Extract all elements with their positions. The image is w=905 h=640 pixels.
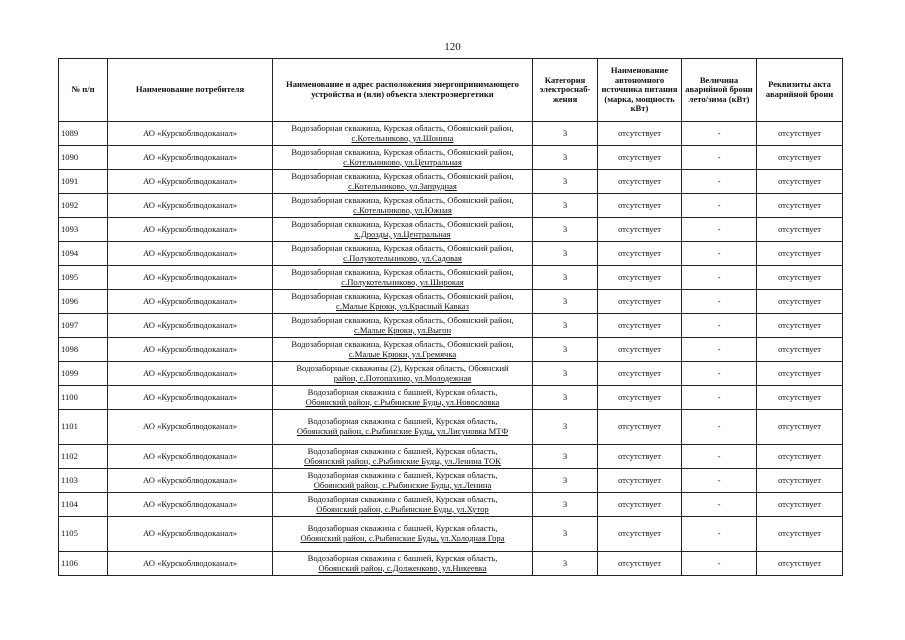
address-cell [273, 314, 533, 338]
address-line-1: Водозаборная скважина с башней, Курская область, [307, 552, 498, 563]
table-row [59, 469, 843, 493]
address-line-2: с.Малые Крюки, ул.Красный Кавказ [336, 300, 469, 311]
table-row [59, 194, 843, 218]
act-cell: отсутствует [757, 242, 843, 266]
source-cell: отсутствует [598, 410, 682, 445]
address-cell [273, 194, 533, 218]
table-row [59, 146, 843, 170]
reserve-cell: - [682, 242, 757, 266]
source-cell: отсутствует [598, 386, 682, 410]
category-cell: 3 [533, 445, 598, 469]
source-cell: отсутствует [598, 266, 682, 290]
row-number: 1091 [59, 170, 108, 194]
act-cell: отсутствует [757, 445, 843, 469]
address-line-1: Водозаборная скважина, Курская область, Обоянский район, [291, 266, 514, 277]
source-cell: отсутствует [598, 469, 682, 493]
address-line-1: Водозаборная скважина, Курская область, Обоянский район, [291, 314, 514, 325]
row-number: 1105 [59, 517, 108, 552]
source-cell: отсутствует [598, 170, 682, 194]
reserve-cell: - [682, 146, 757, 170]
consumer-name: АО «Курскоблводоканал» [108, 362, 273, 386]
address-line-2: с.Полукотельниково, ул.Широкая [341, 276, 464, 287]
table-row [59, 410, 843, 445]
address-line-1: Водозаборная скважина с башней, Курская область, [307, 469, 498, 480]
act-cell: отсутствует [757, 266, 843, 290]
table-row [59, 290, 843, 314]
address-line-1: Водозаборная скважина, Курская область, Обоянский район, [291, 290, 514, 301]
row-number: 1097 [59, 314, 108, 338]
header-row [59, 59, 843, 122]
category-cell: 3 [533, 314, 598, 338]
row-number: 1101 [59, 410, 108, 445]
act-cell: отсутствует [757, 469, 843, 493]
act-cell: отсутствует [757, 493, 843, 517]
table-row [59, 362, 843, 386]
address-cell [273, 517, 533, 552]
address-line-1: Водозаборная скважина с башней, Курская область, [307, 416, 498, 427]
category-cell: 3 [533, 362, 598, 386]
category-cell: 3 [533, 493, 598, 517]
address-line-2: Обоянский район, с.Рыбинские Буды, ул.Новословка [305, 396, 500, 407]
category-cell: 3 [533, 122, 598, 146]
address-line-1: Водозаборная скважина, Курская область, Обоянский район, [291, 218, 514, 229]
row-number: 1100 [59, 386, 108, 410]
row-number: 1092 [59, 194, 108, 218]
address-line-1: Водозаборные скважины (2), Курская область, Обоянский [296, 362, 509, 373]
reserve-cell: - [682, 338, 757, 362]
reserve-cell: - [682, 362, 757, 386]
address-cell [273, 266, 533, 290]
consumer-name: АО «Курскоблводоканал» [108, 338, 273, 362]
address-cell [273, 290, 533, 314]
table-body [59, 122, 843, 576]
address-line-1: Водозаборная скважина, Курская область, Обоянский район, [291, 194, 514, 205]
table-row [59, 218, 843, 242]
address-cell [273, 469, 533, 493]
consumer-name: АО «Курскоблводоканал» [108, 170, 273, 194]
source-cell: отсутствует [598, 290, 682, 314]
act-cell: отсутствует [757, 170, 843, 194]
reserve-cell: - [682, 170, 757, 194]
reserve-cell: - [682, 122, 757, 146]
table-row [59, 517, 843, 552]
source-cell: отсутствует [598, 122, 682, 146]
row-number: 1089 [59, 122, 108, 146]
source-cell: отсутствует [598, 493, 682, 517]
reserve-cell: - [682, 469, 757, 493]
consumer-name: АО «Курскоблводоканал» [108, 517, 273, 552]
header-num: № п/п [59, 59, 108, 122]
address-line-2: с.Котельниково, ул.Южная [353, 204, 452, 215]
address-line-1: Водозаборная скважина, Курская область, Обоянский район, [291, 242, 514, 253]
act-cell: отсутствует [757, 290, 843, 314]
reserve-cell: - [682, 314, 757, 338]
consumer-name: АО «Курскоблводоканал» [108, 146, 273, 170]
address-line-2: х.Дрозды, ул.Центральная [354, 228, 451, 239]
category-cell: 3 [533, 242, 598, 266]
row-number: 1106 [59, 552, 108, 576]
header-category: Категория электроснаб-жения [533, 59, 598, 122]
reserve-cell: - [682, 445, 757, 469]
address-line-1: Водозаборная скважина, Курская область, Обоянский район, [291, 170, 514, 181]
source-cell: отсутствует [598, 218, 682, 242]
table-row [59, 445, 843, 469]
address-line-2: Обоянский район, с.Рыбинские Буды, ул.Лисуновка МТФ [296, 426, 509, 436]
address-line-1: Водозаборная скважина, Курская область, Обоянский район, [291, 338, 514, 349]
header-source: Наименование автономного источника питания (марка, мощность кВт) [598, 59, 682, 122]
consumer-name: АО «Курскоблводоканал» [108, 266, 273, 290]
row-number: 1099 [59, 362, 108, 386]
consumer-name: АО «Курскоблводоканал» [108, 493, 273, 517]
category-cell: 3 [533, 338, 598, 362]
table-row [59, 170, 843, 194]
consumer-name: АО «Курскоблводоканал» [108, 552, 273, 576]
source-cell: отсутствует [598, 314, 682, 338]
category-cell: 3 [533, 410, 598, 445]
address-line-2: Обоянский район, с.Долженково, ул.Никеевка [318, 562, 487, 573]
act-cell: отсутствует [757, 338, 843, 362]
address-line-1: Водозаборная скважина с башней, Курская область, [307, 445, 498, 456]
consumer-name: АО «Курскоблводоканал» [108, 445, 273, 469]
category-cell: 3 [533, 290, 598, 314]
act-cell: отсутствует [757, 146, 843, 170]
row-number: 1103 [59, 469, 108, 493]
act-cell: отсутствует [757, 517, 843, 552]
table-row [59, 552, 843, 576]
header-reserve: Величина аварийной брони лето/зима (кВт) [682, 59, 757, 122]
consumer-name: АО «Курскоблводоканал» [108, 122, 273, 146]
category-cell: 3 [533, 517, 598, 552]
row-number: 1095 [59, 266, 108, 290]
consumer-name: АО «Курскоблводоканал» [108, 410, 273, 445]
address-line-1: Водозаборная скважина с башней, Курская область, [307, 386, 498, 397]
address-line-2: Обоянский район, с.Рыбинские Буды, ул.Холодная Гора [300, 533, 505, 543]
address-cell [273, 386, 533, 410]
table-row [59, 242, 843, 266]
reserve-cell: - [682, 493, 757, 517]
header-act: Реквизиты акта аварийной брони [757, 59, 843, 122]
consumer-name: АО «Курскоблводоканал» [108, 314, 273, 338]
address-cell [273, 218, 533, 242]
consumer-name: АО «Курскоблводоканал» [108, 194, 273, 218]
address-line-1: Водозаборная скважина, Курская область, Обоянский район, [291, 146, 514, 157]
row-number: 1096 [59, 290, 108, 314]
address-line-2: с.Котельниково, ул.Запрудная [348, 180, 457, 191]
header-address: Наименование и адрес расположения энергопринимающего устройства и (или) объекта электроэнергетики [273, 59, 533, 122]
act-cell: отсутствует [757, 386, 843, 410]
address-line-2: район, с.Потопахино, ул.Молодежная [333, 372, 472, 383]
consumer-name: АО «Курскоблводоканал» [108, 242, 273, 266]
address-line-2: Обоянский район, с.Рыбинские Буды, ул.Ленина ТОК [304, 455, 501, 466]
address-line-1: Водозаборная скважина с башней, Курская область, [307, 493, 498, 504]
category-cell: 3 [533, 218, 598, 242]
address-cell [273, 410, 533, 445]
address-cell [273, 242, 533, 266]
act-cell: отсутствует [757, 552, 843, 576]
category-cell: 3 [533, 469, 598, 493]
category-cell: 3 [533, 552, 598, 576]
address-cell [273, 146, 533, 170]
row-number: 1104 [59, 493, 108, 517]
category-cell: 3 [533, 386, 598, 410]
address-line-1: Водозаборная скважина с башней, Курская область, [307, 523, 498, 534]
address-line-2: с.Котельниково, ул.Центральная [343, 156, 462, 167]
table-row [59, 122, 843, 146]
address-cell [273, 362, 533, 386]
reserve-cell: - [682, 266, 757, 290]
address-line-1: Водозаборная скважина, Курская область, Обоянский район, [291, 122, 514, 133]
address-cell [273, 122, 533, 146]
act-cell: отсутствует [757, 362, 843, 386]
consumer-name: АО «Курскоблводоканал» [108, 290, 273, 314]
act-cell: отсутствует [757, 194, 843, 218]
table-row [59, 266, 843, 290]
source-cell: отсутствует [598, 552, 682, 576]
table-row [59, 314, 843, 338]
reserve-cell: - [682, 194, 757, 218]
emergency-reserve-table [58, 58, 843, 576]
address-line-2: Обоянский район, с.Рыбинские Буды, ул.Ленина [313, 479, 492, 490]
page-number: 120 [444, 41, 461, 53]
address-line-2: с.Малые Крюки, ул.Гремячка [348, 348, 457, 359]
source-cell: отсутствует [598, 517, 682, 552]
category-cell: 3 [533, 146, 598, 170]
address-cell [273, 338, 533, 362]
address-line-2: Обоянский район, с.Рыбинские Буды, ул.Хутор [316, 503, 489, 514]
address-line-2: с.Малые Крюки, ул.Выгон [353, 324, 452, 335]
table-row [59, 386, 843, 410]
act-cell: отсутствует [757, 314, 843, 338]
consumer-name: АО «Курскоблводоканал» [108, 469, 273, 493]
act-cell: отсутствует [757, 218, 843, 242]
header-consumer: Наименование потребителя [108, 59, 273, 122]
source-cell: отсутствует [598, 146, 682, 170]
source-cell: отсутствует [598, 338, 682, 362]
source-cell: отсутствует [598, 194, 682, 218]
act-cell: отсутствует [757, 410, 843, 445]
row-number: 1094 [59, 242, 108, 266]
reserve-cell: - [682, 410, 757, 445]
table-row [59, 493, 843, 517]
category-cell: 3 [533, 266, 598, 290]
address-cell [273, 552, 533, 576]
reserve-cell: - [682, 552, 757, 576]
act-cell: отсутствует [757, 122, 843, 146]
source-cell: отсутствует [598, 362, 682, 386]
address-cell [273, 493, 533, 517]
row-number: 1090 [59, 146, 108, 170]
consumer-name: АО «Курскоблводоканал» [108, 386, 273, 410]
consumer-name: АО «Курскоблводоканал» [108, 218, 273, 242]
source-cell: отсутствует [598, 242, 682, 266]
row-number: 1098 [59, 338, 108, 362]
source-cell: отсутствует [598, 445, 682, 469]
reserve-cell: - [682, 517, 757, 552]
table-row [59, 338, 843, 362]
address-cell [273, 445, 533, 469]
reserve-cell: - [682, 386, 757, 410]
address-line-2: с.Котельниково, ул.Шонина [351, 132, 454, 143]
address-cell [273, 170, 533, 194]
category-cell: 3 [533, 194, 598, 218]
reserve-cell: - [682, 290, 757, 314]
row-number: 1102 [59, 445, 108, 469]
row-number: 1093 [59, 218, 108, 242]
reserve-cell: - [682, 218, 757, 242]
category-cell: 3 [533, 170, 598, 194]
address-line-2: с.Полукотельниково, ул.Садовая [343, 252, 462, 263]
